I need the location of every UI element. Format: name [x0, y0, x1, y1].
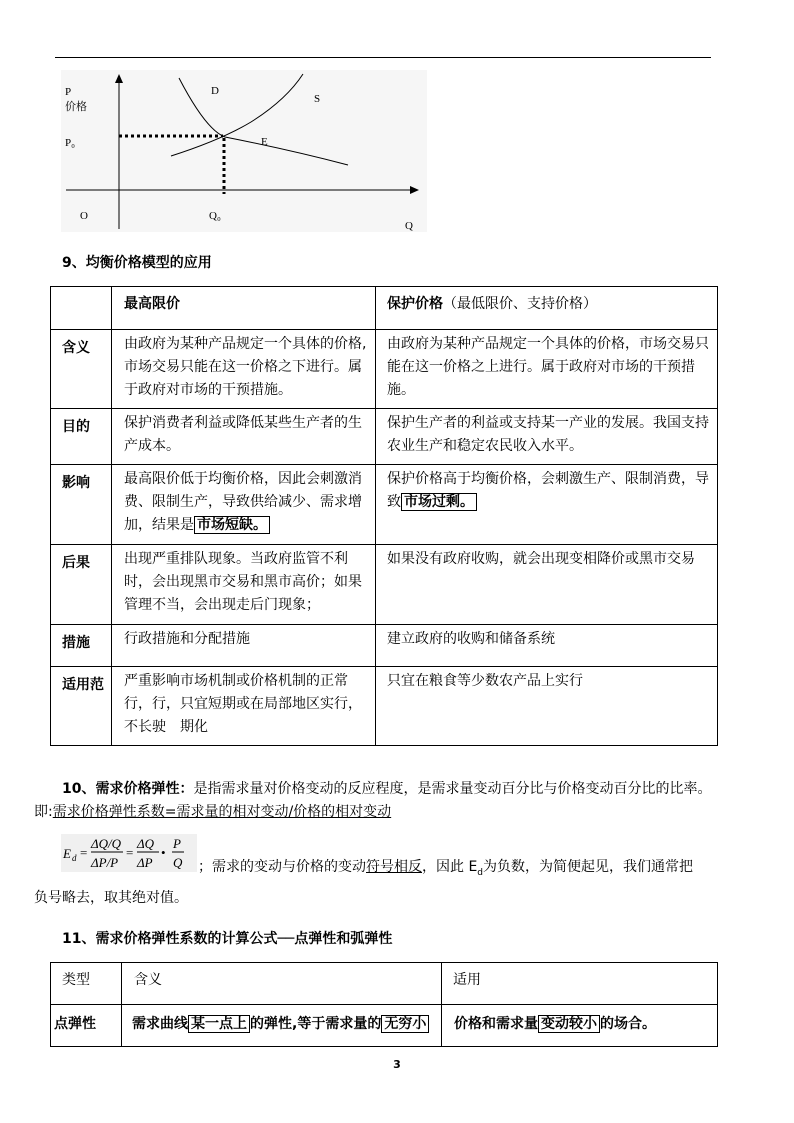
row-label: 点弹性 [51, 1005, 122, 1047]
row-label: 后果 [51, 545, 112, 625]
y-axis-arrow [115, 74, 123, 83]
formula-e: E [63, 846, 71, 861]
after-formula-text: ；需求的变动与价格的变动 [198, 859, 366, 875]
row-max-cell [112, 465, 376, 545]
row-label: 影响 [51, 465, 112, 545]
label-o: O [80, 210, 88, 222]
supply-curve [171, 74, 303, 156]
supply-demand-graph [61, 70, 427, 232]
row-label: 目的 [51, 409, 112, 465]
formula-eq2: = [126, 845, 134, 860]
formula-f2-num: ΔQ [137, 836, 155, 851]
section10-text: 是指需求量对价格变动的反应程度，是需求量变动百分比与价格变动百分比的比率。即: [34, 781, 712, 820]
small-change-box: 变动较小 [538, 1015, 600, 1033]
section10-heading: 10、需求价格弹性： [62, 781, 194, 797]
formula-f1-den: ΔP/P [91, 855, 119, 870]
meaning-text-2: 的弹性,等于需求量的 [250, 1016, 382, 1032]
opposite-sign: 符号相反 [366, 859, 422, 875]
label-q0: Q₀ [209, 210, 221, 222]
label-p0: P₀ [65, 137, 75, 149]
table-row [51, 330, 718, 409]
price-control-table [50, 286, 718, 746]
formula-f3-num: P [173, 836, 181, 851]
impact-max-text: 最高限价低于均衡价格，因此会刺激消费、限制生产，导致供给减少、需求增加，结果是 [124, 471, 362, 533]
one-point-box: 某一点上 [188, 1015, 250, 1033]
table-header-row [51, 963, 718, 1005]
section10-paragraph [34, 778, 724, 824]
row-support-cell [376, 465, 718, 545]
apply-text-1: 价格和需求量 [454, 1016, 538, 1032]
elasticity-definition: 需求价格弹性系数=需求量的相对变动/价格的相对变动 [52, 804, 392, 820]
section9-heading: 9、均衡价格模型的应用 [62, 255, 212, 271]
formula-explanation-line2: 负号略去，取其绝对值。 [34, 890, 188, 906]
elasticity-table [50, 962, 718, 1047]
row-max-cell: 由政府为某种产品规定一个具体的价格,市场交易只能在这一价格之下进行。属于政府对市场的干预措施。 [112, 330, 376, 409]
formula-e-sub: d [72, 853, 77, 863]
explanation-tail: 为负数，为简便起见，我们通常把 [483, 859, 694, 875]
x-axis-arrow [410, 186, 419, 194]
row-max-cell: 行政措施和分配措施 [112, 625, 376, 667]
row-support-cell: 保护生产者的利益或支持某一产业的发展。我国支持农业生产和稳定农民收入水平。 [376, 409, 718, 465]
row-max-cell: 出现严重排队现象。当政府监管不利时，会出现黑市交易和黑市高价；如果管理不当，会出现走后门现象； [112, 545, 376, 625]
after-sign-text: ，因此 E [422, 859, 478, 875]
table-row [51, 409, 718, 465]
table-row [51, 465, 718, 545]
row-max-cell: 保护消费者利益或降低某些生产者的生产成本。 [112, 409, 376, 465]
header-empty-cell [51, 287, 112, 330]
label-p: P [65, 86, 72, 98]
row-support-cell: 建立政府的收购和储备系统 [376, 625, 718, 667]
header-support-bold: 保护价格 [387, 296, 443, 312]
impact-support-text: 保护价格高于均衡价格，会刺激生产、限制消费，导致 [387, 471, 709, 510]
point-apply-cell [442, 1005, 718, 1047]
row-support-cell: 如果没有政府收购，就会出现变相降价或黑市交易 [376, 545, 718, 625]
row-label: 措施 [51, 625, 112, 667]
header-apply: 适用 [442, 963, 718, 1005]
row-support-cell: 只宜在粮食等少数农产品上实行 [376, 667, 718, 746]
graph-svg [61, 70, 427, 232]
table-row [51, 1005, 718, 1047]
section11-heading: 11、需求价格弹性系数的计算公式──点弹性和弧弹性 [62, 931, 393, 947]
header-support-price [376, 287, 718, 330]
market-surplus-box: 市场过剩。 [401, 493, 477, 511]
label-q: Q [405, 220, 413, 232]
elasticity-formula [61, 834, 197, 872]
apply-text-2: 的场合。 [600, 1016, 656, 1032]
demand-curve [179, 78, 348, 165]
formula-f2-den: ΔP [137, 855, 153, 870]
table-row [51, 667, 718, 746]
header-rule [55, 57, 711, 58]
table-header-row [51, 287, 718, 330]
label-s: S [314, 93, 321, 105]
ed-subscript: d [477, 867, 484, 878]
header-support-note: （最低限价、支持价格） [443, 296, 597, 312]
page-number: 3 [393, 1058, 401, 1071]
formula-f1-num: ΔQ/Q [91, 836, 122, 851]
table-row [51, 625, 718, 667]
row-label: 适用范 [51, 667, 112, 746]
table-row [51, 545, 718, 625]
label-d: D [211, 85, 219, 97]
point-meaning-cell [122, 1005, 442, 1047]
header-max-price: 最高限价 [112, 287, 376, 330]
market-shortage-box: 市场短缺。 [194, 516, 270, 534]
row-support-cell: 由政府为某种产品规定一个具体的价格，市场交易只能在这一价格之上进行。属于政府对市场的干预措施。 [376, 330, 718, 409]
formula-eq1: = [80, 845, 88, 860]
formula-f3-den: Q [173, 855, 183, 870]
formula-dot: • [161, 845, 166, 860]
row-label: 含义 [51, 330, 112, 409]
infinitesimal-box: 无穷小 [381, 1015, 429, 1033]
row-max-cell: 严重影响市场机制或价格机制的正常行，行，只宜短期或在局部地区实行，不长驶 期化 [112, 667, 376, 746]
label-price: 价格 [65, 100, 87, 113]
header-type: 类型 [51, 963, 122, 1005]
meaning-text-1: 需求曲线 [132, 1016, 188, 1032]
formula-svg [61, 834, 197, 872]
formula-explanation [198, 856, 728, 885]
header-meaning: 含义 [122, 963, 442, 1005]
label-e: E [261, 136, 268, 148]
